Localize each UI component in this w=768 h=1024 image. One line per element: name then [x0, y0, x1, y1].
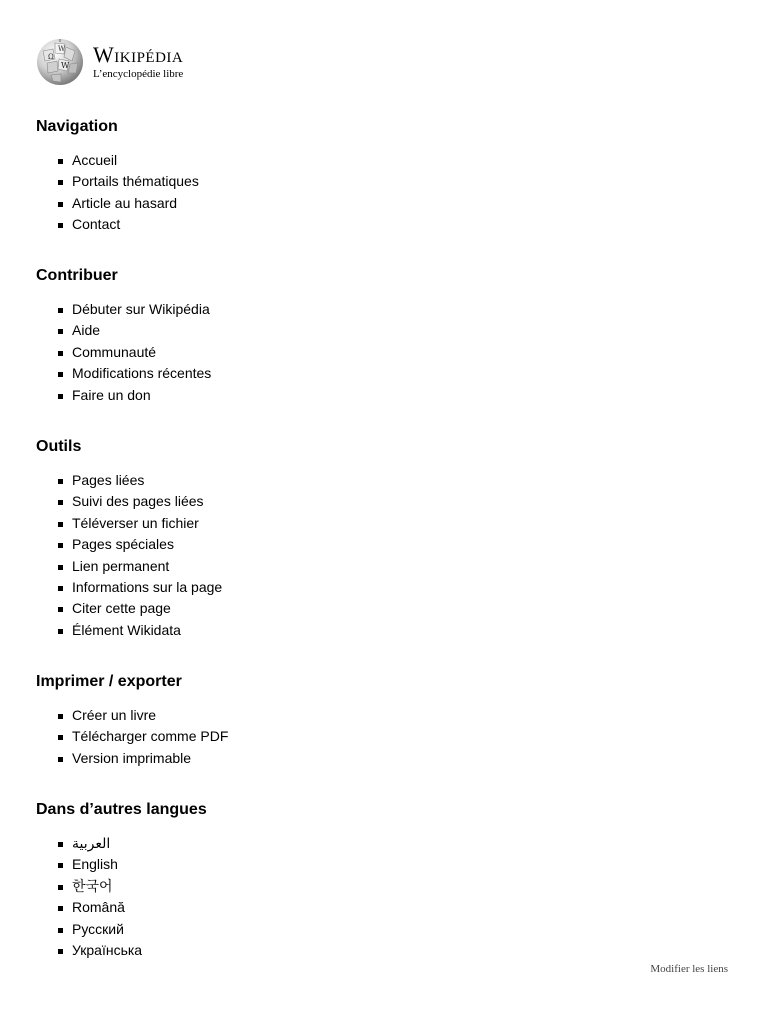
- list-item: [36, 150, 636, 171]
- link-hasard[interactable]: Article au hasard: [72, 194, 178, 211]
- imprimer-list: [36, 705, 636, 769]
- section-outils: [36, 437, 636, 641]
- section-contribuer: [36, 266, 636, 406]
- list-item: [36, 363, 636, 384]
- list-item: [36, 342, 636, 363]
- outils-list: [36, 470, 636, 641]
- list-item: [36, 513, 636, 534]
- section-heading: Imprimer / exporter: [36, 673, 182, 690]
- list-item: [36, 577, 636, 598]
- list-item: [36, 470, 636, 491]
- list-item: [36, 726, 636, 747]
- section-autres-langues: [36, 800, 636, 961]
- link-pages-speciales[interactable]: Pages spéciales: [72, 536, 174, 553]
- section-heading: Contribuer: [36, 267, 118, 284]
- link-lang-romanian[interactable]: Română: [72, 899, 125, 916]
- link-creer-livre[interactable]: Créer un livre: [72, 707, 157, 723]
- section-heading: Outils: [36, 438, 82, 455]
- link-lang-korean[interactable]: 한국어: [72, 877, 113, 894]
- link-lang-english[interactable]: English: [72, 856, 118, 873]
- link-informations-page[interactable]: Informations sur la page: [72, 578, 223, 595]
- list-item: [36, 385, 636, 406]
- link-modifications-recentes[interactable]: Modifications récentes: [72, 365, 212, 382]
- list-item: [36, 534, 636, 555]
- link-televerser[interactable]: Téléverser un fichier: [72, 514, 199, 531]
- list-item: [36, 491, 636, 512]
- svg-text:W: W: [61, 61, 70, 70]
- link-lang-ukrainian[interactable]: Українська: [72, 941, 143, 958]
- list-item: [36, 556, 636, 577]
- link-debuter[interactable]: Débuter sur Wikipédia: [72, 301, 210, 317]
- list-item: [36, 919, 636, 940]
- section-imprimer-exporter: [36, 672, 636, 769]
- list-item: [36, 598, 636, 619]
- wikipedia-globe-icon: [35, 37, 85, 87]
- link-lien-permanent[interactable]: Lien permanent: [72, 557, 170, 574]
- link-aide[interactable]: Aide: [72, 322, 101, 339]
- contribuer-list: [36, 299, 636, 406]
- link-citer-page[interactable]: Citer cette page: [72, 600, 171, 617]
- link-pages-liees[interactable]: Pages liées: [72, 472, 145, 488]
- list-item: [36, 748, 636, 769]
- list-item: [36, 214, 636, 235]
- link-communaute[interactable]: Communauté: [72, 343, 157, 360]
- link-portails[interactable]: Portails thématiques: [72, 173, 199, 190]
- link-element-wikidata[interactable]: Élément Wikidata: [72, 621, 181, 638]
- wikipedia-logo[interactable]: [35, 36, 183, 88]
- link-contact[interactable]: Contact: [72, 216, 121, 233]
- link-version-imprimable[interactable]: Version imprimable: [72, 749, 192, 766]
- section-heading: Dans d’autres langues: [36, 801, 207, 818]
- edit-links-link[interactable]: Modifier les liens: [650, 963, 728, 975]
- list-item: [36, 299, 636, 320]
- wordmark: [93, 41, 184, 81]
- list-item: [36, 940, 636, 961]
- list-item: [36, 193, 636, 214]
- list-item: [36, 833, 636, 854]
- link-telecharger-pdf[interactable]: Télécharger comme PDF: [72, 728, 229, 745]
- section-navigation: [36, 117, 636, 236]
- svg-text:W: W: [58, 45, 66, 53]
- site-tagline: L’encyclopédie libre: [93, 67, 184, 80]
- langues-list: [36, 833, 636, 961]
- list-item: [36, 705, 636, 726]
- list-item: [36, 171, 636, 192]
- site-title: Wikipédia: [93, 41, 184, 67]
- link-accueil[interactable]: Accueil: [72, 152, 118, 168]
- list-item: [36, 897, 636, 918]
- section-heading: Navigation: [36, 118, 118, 135]
- nav-list: [36, 150, 636, 236]
- list-item: [36, 620, 636, 641]
- link-faire-un-don[interactable]: Faire un don: [72, 386, 151, 403]
- link-lang-arabic[interactable]: العربية: [72, 835, 111, 851]
- list-item: [36, 854, 636, 875]
- list-item: [36, 876, 636, 897]
- list-item: [36, 320, 636, 341]
- link-suivi-pages-liees[interactable]: Suivi des pages liées: [72, 493, 204, 510]
- svg-text:Ω: Ω: [48, 53, 54, 61]
- link-lang-russian[interactable]: Русский: [72, 920, 124, 937]
